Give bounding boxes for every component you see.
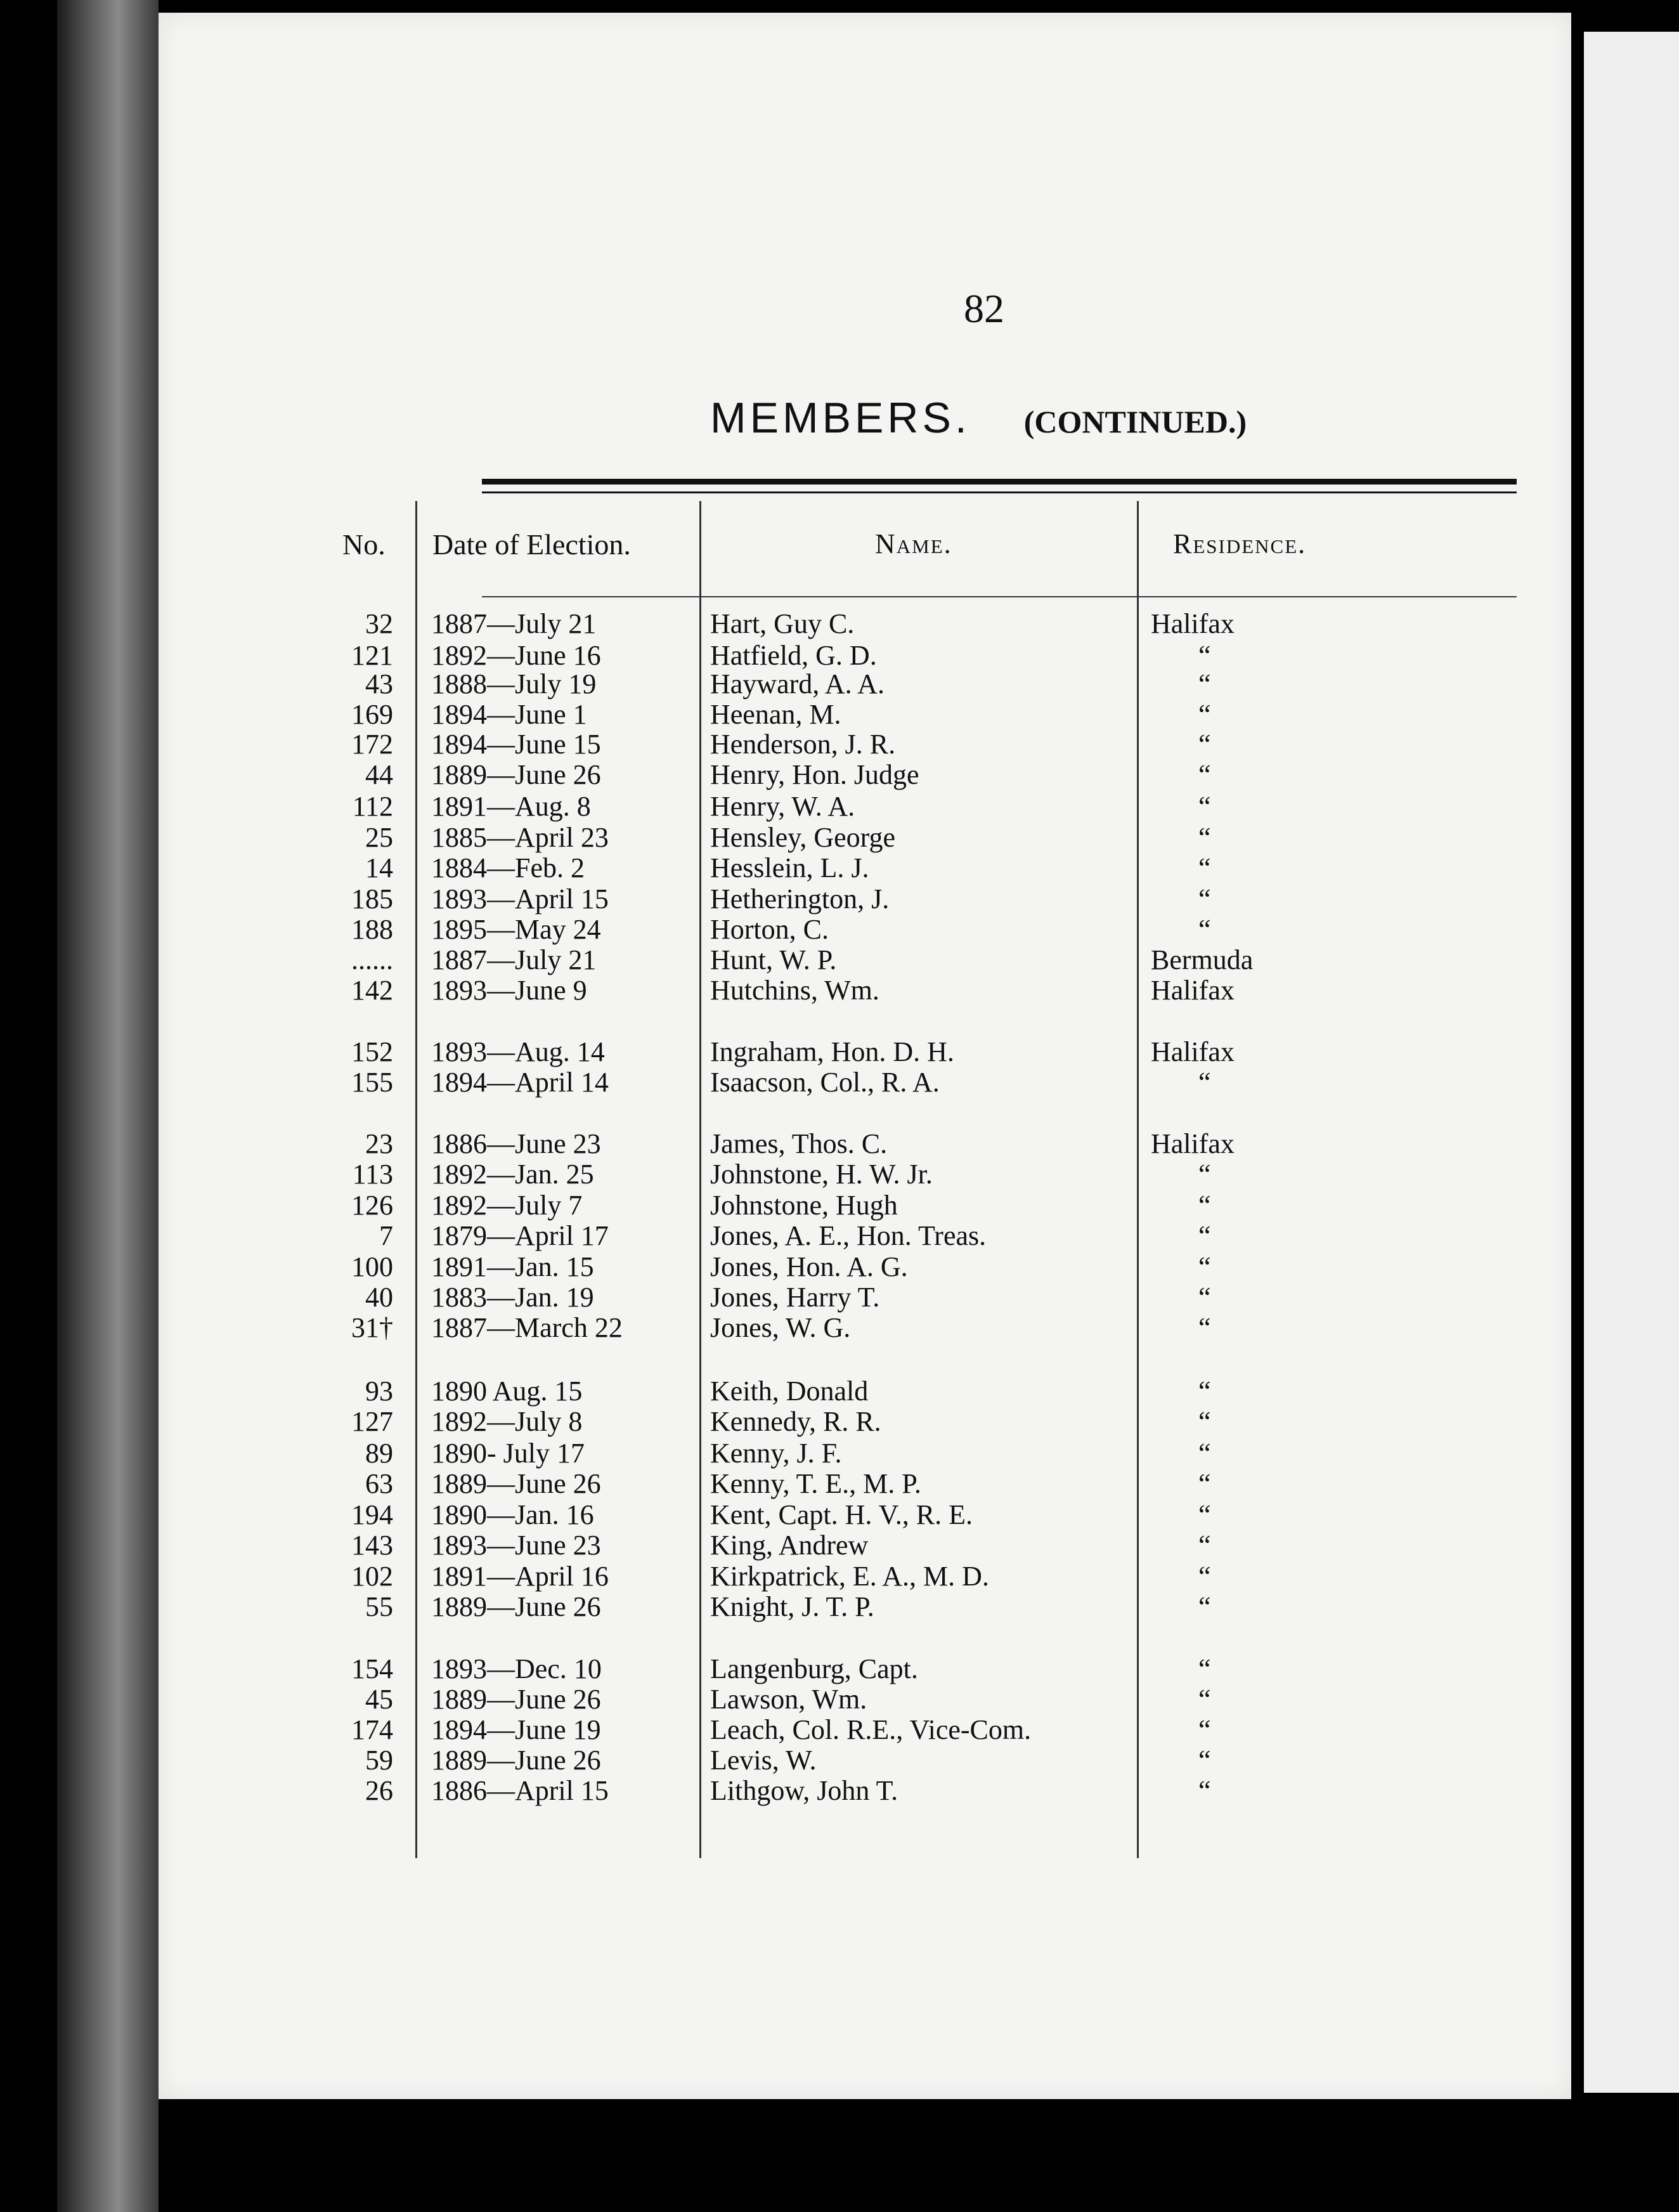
election-date: 1894—April 14 bbox=[431, 1067, 609, 1098]
member-residence: “ bbox=[1198, 791, 1211, 822]
table-row bbox=[159, 884, 1571, 914]
table-row bbox=[159, 669, 1571, 699]
member-number: 121 bbox=[351, 640, 393, 671]
member-number: 112 bbox=[352, 791, 393, 822]
member-number: 154 bbox=[351, 1653, 393, 1684]
election-date: 1892—July 8 bbox=[431, 1406, 583, 1437]
election-date: 1887—July 21 bbox=[431, 608, 597, 639]
table-row bbox=[159, 1159, 1571, 1190]
member-residence: “ bbox=[1198, 1745, 1211, 1776]
table-row bbox=[159, 1500, 1571, 1530]
member-number: 89 bbox=[365, 1438, 393, 1469]
member-name: Hensley, George bbox=[710, 822, 896, 853]
table-row bbox=[159, 1684, 1571, 1715]
table-row bbox=[159, 1376, 1571, 1407]
member-number: 63 bbox=[365, 1468, 393, 1499]
table-row bbox=[159, 945, 1571, 975]
member-name: Henry, W. A. bbox=[710, 791, 855, 822]
election-date: 1895—May 24 bbox=[431, 914, 601, 945]
member-number: 100 bbox=[351, 1251, 393, 1282]
member-residence: “ bbox=[1198, 1775, 1211, 1806]
election-date: 1890 Aug. 15 bbox=[431, 1376, 583, 1407]
table-row bbox=[159, 1067, 1571, 1098]
member-residence: “ bbox=[1198, 1159, 1211, 1190]
member-number: 14 bbox=[365, 852, 393, 883]
member-name: Kenny, J. F. bbox=[710, 1438, 842, 1469]
member-name: Hatfield, G. D. bbox=[710, 640, 877, 671]
member-name: Hetherington, J. bbox=[710, 883, 890, 914]
table-row bbox=[159, 609, 1571, 639]
election-date: 1894—June 19 bbox=[431, 1714, 601, 1745]
header-rule bbox=[482, 596, 1517, 597]
member-name: Leach, Col. R.E., Vice-Com. bbox=[710, 1714, 1032, 1745]
member-number: 194 bbox=[351, 1499, 393, 1530]
member-residence: “ bbox=[1198, 729, 1211, 760]
table-row bbox=[159, 1037, 1571, 1067]
member-name: Isaacson, Col., R. A. bbox=[710, 1067, 940, 1098]
election-date: 1891—Jan. 15 bbox=[431, 1251, 594, 1282]
table-row bbox=[159, 1252, 1571, 1282]
table-row bbox=[159, 641, 1571, 671]
member-number: 26 bbox=[365, 1775, 393, 1806]
member-residence: “ bbox=[1198, 1282, 1211, 1313]
member-number: 102 bbox=[351, 1561, 393, 1592]
table-row bbox=[159, 1592, 1571, 1622]
member-residence: “ bbox=[1198, 1067, 1211, 1098]
member-name: Lawson, Wm. bbox=[710, 1684, 867, 1715]
member-number: 169 bbox=[351, 699, 393, 730]
table-row bbox=[159, 699, 1571, 730]
member-number: 32 bbox=[365, 608, 393, 639]
member-number: 155 bbox=[351, 1067, 393, 1098]
member-number: 188 bbox=[351, 914, 393, 945]
member-number: 43 bbox=[365, 668, 393, 699]
table-row bbox=[159, 975, 1571, 1006]
member-name: Hesslein, L. J. bbox=[710, 852, 869, 883]
table-row bbox=[159, 1190, 1571, 1221]
election-date: 1893—Aug. 14 bbox=[431, 1036, 605, 1067]
member-name: Henderson, J. R. bbox=[710, 729, 896, 760]
member-residence: “ bbox=[1198, 1251, 1211, 1282]
column-header-no: No. bbox=[342, 528, 386, 561]
member-name: Heenan, M. bbox=[710, 699, 841, 730]
book-spine-edge bbox=[57, 0, 159, 2212]
table-row bbox=[159, 1561, 1571, 1592]
heading-subtitle: (CONTINUED.) bbox=[1023, 404, 1247, 439]
member-number: 40 bbox=[365, 1282, 393, 1313]
member-name: Johnstone, Hugh bbox=[710, 1190, 898, 1221]
member-name: Jones, W. G. bbox=[710, 1312, 851, 1343]
member-residence: “ bbox=[1198, 852, 1211, 883]
column-header-residence: Residence. bbox=[1173, 528, 1307, 559]
member-name: Henry, Hon. Judge bbox=[710, 759, 919, 790]
member-number: 23 bbox=[365, 1128, 393, 1159]
election-date: 1893—Dec. 10 bbox=[431, 1653, 602, 1684]
document-page bbox=[159, 13, 1571, 2099]
member-name: Kennedy, R. R. bbox=[710, 1406, 881, 1437]
table-row bbox=[159, 1129, 1571, 1159]
election-date: 1888—July 19 bbox=[431, 668, 597, 699]
table-row bbox=[159, 914, 1571, 945]
table-row bbox=[159, 1282, 1571, 1313]
member-residence: “ bbox=[1198, 1190, 1211, 1221]
member-name: Hunt, W. P. bbox=[710, 944, 837, 975]
member-residence: “ bbox=[1198, 1438, 1211, 1469]
member-name: King, Andrew bbox=[710, 1530, 869, 1561]
member-number: 126 bbox=[351, 1190, 393, 1221]
election-date: 1889—June 26 bbox=[431, 1684, 601, 1715]
election-date: 1892—Jan. 25 bbox=[431, 1159, 594, 1190]
member-residence: “ bbox=[1198, 883, 1211, 914]
member-name: Kent, Capt. H. V., R. E. bbox=[710, 1499, 973, 1530]
member-number: 55 bbox=[365, 1591, 393, 1622]
member-number: 127 bbox=[351, 1406, 393, 1437]
top-rule-thick bbox=[482, 479, 1517, 485]
member-residence: Halifax bbox=[1151, 1128, 1235, 1159]
election-date: 1890—Jan. 16 bbox=[431, 1499, 594, 1530]
member-name: Hart, Guy C. bbox=[710, 608, 855, 639]
member-residence: “ bbox=[1198, 1561, 1211, 1592]
table-row bbox=[159, 1654, 1571, 1684]
election-date: 1891—April 16 bbox=[431, 1561, 609, 1592]
member-number: 44 bbox=[365, 759, 393, 790]
member-number: 59 bbox=[365, 1745, 393, 1776]
member-name: Jones, Harry T. bbox=[710, 1282, 880, 1313]
member-name: Johnstone, H. W. Jr. bbox=[710, 1159, 933, 1190]
member-residence: “ bbox=[1198, 1653, 1211, 1684]
member-residence: “ bbox=[1198, 1591, 1211, 1622]
election-date: 1893—June 9 bbox=[431, 975, 587, 1006]
election-date: 1879—April 17 bbox=[431, 1220, 609, 1251]
member-number: ...... bbox=[351, 944, 393, 975]
table-row bbox=[159, 1438, 1571, 1469]
member-number: 142 bbox=[351, 975, 393, 1006]
election-date: 1894—June 1 bbox=[431, 699, 587, 730]
election-date: 1883—Jan. 19 bbox=[431, 1282, 594, 1313]
table-row bbox=[159, 1745, 1571, 1776]
member-name: Hayward, A. A. bbox=[710, 668, 885, 699]
table-row bbox=[159, 1313, 1571, 1343]
election-date: 1893—April 15 bbox=[431, 883, 609, 914]
member-name: Levis, W. bbox=[710, 1745, 817, 1776]
member-number: 185 bbox=[351, 883, 393, 914]
table-row bbox=[159, 1221, 1571, 1251]
election-date: 1887—March 22 bbox=[431, 1312, 623, 1343]
member-residence: “ bbox=[1198, 1220, 1211, 1251]
member-residence: Halifax bbox=[1151, 608, 1235, 639]
member-name: Jones, Hon. A. G. bbox=[710, 1251, 908, 1282]
member-residence: Halifax bbox=[1151, 975, 1235, 1006]
member-residence: “ bbox=[1198, 1530, 1211, 1561]
member-residence: “ bbox=[1198, 1714, 1211, 1745]
member-residence: “ bbox=[1198, 822, 1211, 853]
election-date: 1886—April 15 bbox=[431, 1775, 609, 1806]
election-date: 1887—July 21 bbox=[431, 944, 597, 975]
table-row bbox=[159, 791, 1571, 822]
column-header-name: Name. bbox=[875, 528, 952, 559]
facing-page-edge bbox=[1584, 32, 1679, 2093]
member-residence: “ bbox=[1198, 1468, 1211, 1499]
election-date: 1889—June 26 bbox=[431, 1591, 601, 1622]
page-number: 82 bbox=[964, 286, 1004, 331]
member-residence: “ bbox=[1198, 640, 1211, 671]
member-number: 172 bbox=[351, 729, 393, 760]
member-residence: Bermuda bbox=[1151, 944, 1254, 975]
member-number: 113 bbox=[352, 1159, 393, 1190]
table-row bbox=[159, 1469, 1571, 1499]
election-date: 1889—June 26 bbox=[431, 759, 601, 790]
member-name: Keith, Donald bbox=[710, 1376, 869, 1407]
member-number: 174 bbox=[351, 1714, 393, 1745]
member-residence: “ bbox=[1198, 1406, 1211, 1437]
member-residence: “ bbox=[1198, 668, 1211, 699]
member-name: Ingraham, Hon. D. H. bbox=[710, 1036, 954, 1067]
member-residence: Halifax bbox=[1151, 1036, 1235, 1067]
member-name: Hutchins, Wm. bbox=[710, 975, 879, 1006]
member-residence: “ bbox=[1198, 759, 1211, 790]
member-number: 25 bbox=[365, 822, 393, 853]
member-number: 45 bbox=[365, 1684, 393, 1715]
election-date: 1892—July 7 bbox=[431, 1190, 583, 1221]
election-date: 1884—Feb. 2 bbox=[431, 852, 585, 883]
table-row bbox=[159, 853, 1571, 883]
member-name: Langenburg, Capt. bbox=[710, 1653, 918, 1684]
election-date: 1889—June 26 bbox=[431, 1468, 601, 1499]
member-name: Jones, A. E., Hon. Treas. bbox=[710, 1220, 987, 1251]
election-date: 1886—June 23 bbox=[431, 1128, 601, 1159]
member-number: 143 bbox=[351, 1530, 393, 1561]
member-name: James, Thos. C. bbox=[710, 1128, 888, 1159]
election-date: 1885—April 23 bbox=[431, 822, 609, 853]
member-name: Kenny, T. E., M. P. bbox=[710, 1468, 921, 1499]
table-row bbox=[159, 729, 1571, 760]
election-date: 1894—June 15 bbox=[431, 729, 601, 760]
member-name: Horton, C. bbox=[710, 914, 829, 945]
section-heading bbox=[710, 393, 1247, 443]
table-row bbox=[159, 1530, 1571, 1561]
member-number: 93 bbox=[365, 1376, 393, 1407]
top-rule-thin bbox=[482, 491, 1517, 493]
election-date: 1890- July 17 bbox=[431, 1438, 585, 1469]
member-name: Kirkpatrick, E. A., M. D. bbox=[710, 1561, 989, 1592]
member-number: 7 bbox=[379, 1220, 393, 1251]
member-residence: “ bbox=[1198, 699, 1211, 730]
election-date: 1891—Aug. 8 bbox=[431, 791, 591, 822]
table-row bbox=[159, 823, 1571, 853]
member-number: 31† bbox=[351, 1312, 393, 1343]
member-residence: “ bbox=[1198, 914, 1211, 945]
column-header-date: Date of Election. bbox=[432, 528, 631, 561]
member-number: 152 bbox=[351, 1036, 393, 1067]
table-row bbox=[159, 760, 1571, 790]
member-residence: “ bbox=[1198, 1312, 1211, 1343]
page-gutter bbox=[1571, 0, 1584, 2212]
table-row bbox=[159, 1407, 1571, 1437]
member-residence: “ bbox=[1198, 1499, 1211, 1530]
member-residence: “ bbox=[1198, 1684, 1211, 1715]
table-row bbox=[159, 1776, 1571, 1806]
member-name: Lithgow, John T. bbox=[710, 1775, 898, 1806]
member-residence: “ bbox=[1198, 1376, 1211, 1407]
election-date: 1892—June 16 bbox=[431, 640, 601, 671]
table-row bbox=[159, 1715, 1571, 1745]
heading-title: MEMBERS. bbox=[710, 394, 971, 442]
election-date: 1889—June 26 bbox=[431, 1745, 601, 1776]
member-name: Knight, J. T. P. bbox=[710, 1591, 874, 1622]
election-date: 1893—June 23 bbox=[431, 1530, 601, 1561]
